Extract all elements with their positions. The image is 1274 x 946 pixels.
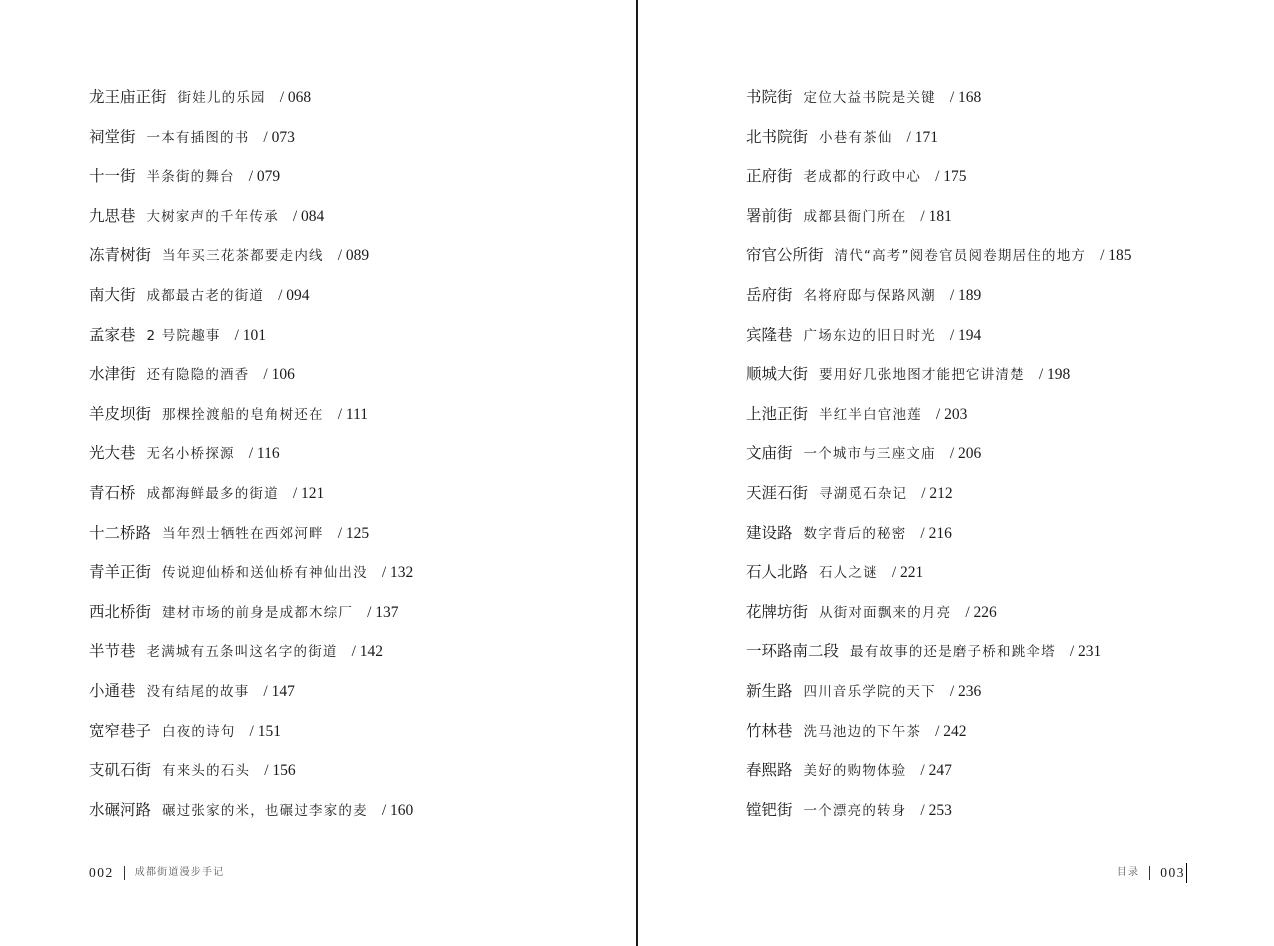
toc-entry [746,600,1132,640]
toc-street-name: 水碾河路 [89,800,152,819]
toc-entry [89,481,413,521]
toc-page-number: / 216 [920,524,952,542]
toc-description: 碾过张家的米，也碾过李家的麦 [162,802,368,819]
toc-page-number: / 084 [292,207,325,225]
toc-street-name: 新生路 [746,681,793,700]
toc-page-number: / 142 [351,643,384,661]
toc-page-number: / 226 [965,603,997,621]
toc-street-name: 孟家巷 [89,325,136,344]
running-title: 目录 [1116,867,1140,878]
toc-description: 半红半白官池莲 [819,406,922,423]
toc-street-name: 羊皮坝街 [89,404,152,423]
toc-page-number: / 106 [263,366,295,384]
toc-entry [89,362,413,402]
toc-street-name: 正府街 [746,167,793,186]
toc-list-right [746,85,1132,837]
toc-street-name: 小通巷 [89,681,136,700]
toc-entry [746,441,1132,481]
toc-description: 成都最古老的街道 [146,287,265,304]
toc-street-name: 帘官公所街 [746,246,824,265]
toc-entry [89,798,413,838]
toc-street-name: 春熙路 [746,761,793,780]
toc-description: 美好的购物体验 [803,763,907,780]
toc-entry [746,481,1132,521]
toc-description: 半条街的舞台 [146,169,235,186]
toc-description: 数字背后的秘密 [803,525,907,542]
toc-entry [746,758,1132,798]
toc-description: 要用好几张地图才能把它讲清楚 [819,367,1025,384]
toc-description: 最有故事的还是磨子桥和跳伞塔 [850,644,1056,661]
toc-street-name: 龙王庙正街 [89,88,167,106]
toc-page-number: / 221 [891,564,924,582]
toc-description: 那棵拴渡船的皂角树还在 [162,406,324,423]
toc-entry [89,560,413,600]
toc-page-number: / 079 [248,168,281,186]
toc-page-number: / 168 [949,89,982,106]
toc-entry [746,125,1132,165]
toc-page-number: / 068 [279,89,312,106]
toc-description: 寻湖觅石杂记 [819,485,908,502]
toc-entry [89,323,413,363]
left-footer [89,863,224,883]
toc-entry [746,362,1132,402]
toc-entry [746,204,1132,244]
toc-page-number: / 198 [1038,366,1071,384]
toc-description: 从街对面飘来的月亮 [819,604,952,621]
toc-street-name: 祠堂街 [89,127,136,146]
toc-street-name: 十一街 [89,167,136,186]
toc-page-number: / 242 [935,722,967,740]
toc-entry [746,164,1132,204]
toc-entry [89,164,413,204]
toc-street-name: 水津街 [89,365,136,384]
toc-description: 广场东边的旧日时光 [803,327,936,344]
toc-description: 传说迎仙桥和送仙桥有神仙出没 [162,565,368,582]
toc-page-number: / 160 [381,801,414,819]
page-number: 002 [89,865,114,880]
toc-entry [746,402,1132,442]
toc-street-name: 宽窄巷子 [89,721,152,740]
toc-street-name: 青石桥 [89,483,136,502]
toc-description: 四川音乐学院的天下 [803,683,936,700]
toc-page-number: / 125 [337,524,370,542]
toc-page-number: / 121 [292,484,325,502]
toc-entry [89,85,413,125]
toc-page-number: / 151 [249,722,281,740]
toc-street-name: 一环路南二段 [746,642,840,661]
right-page [638,0,1274,946]
toc-page-number: / 111 [337,405,368,423]
toc-entry [746,243,1132,283]
toc-entry [746,639,1132,679]
toc-entry [89,125,413,165]
toc-description: 名将府邸与保路风潮 [803,287,936,304]
toc-description: 大树家声的千年传承 [146,208,279,225]
toc-entry [89,204,413,244]
toc-page-number: / 194 [949,326,982,344]
toc-page-number: / 137 [367,603,399,621]
toc-page-number: / 116 [248,445,280,463]
toc-description: 当年烈士牺牲在西郊河畔 [162,525,324,542]
toc-entry [89,639,413,679]
toc-list-left [89,85,413,837]
footer-divider [124,866,125,880]
toc-street-name: 镗钯街 [746,800,793,819]
toc-description: 有来头的石头 [162,763,251,780]
toc-description: 没有结尾的故事 [146,683,250,700]
toc-description: 老成都的行政中心 [803,169,922,186]
toc-street-name: 石人北路 [746,563,809,582]
toc-entry [746,798,1132,838]
toc-description: 还有隐隐的酒香 [146,367,250,384]
toc-description: 2 号院趣事 [146,327,221,344]
toc-page-number: / 147 [263,682,295,700]
toc-page-number: / 156 [264,762,296,780]
toc-page-number: / 247 [920,762,952,780]
toc-street-name: 书院街 [746,88,793,106]
toc-street-name: 花牌坊街 [746,602,809,621]
toc-street-name: 署前街 [746,206,793,225]
toc-entry [89,521,413,561]
toc-page-number: / 101 [234,326,267,344]
toc-description: 成都海鲜最多的街道 [146,485,279,502]
toc-page-number: / 073 [263,128,295,146]
toc-entry [89,402,413,442]
toc-description: 老满城有五条叫这名字的街道 [146,644,338,661]
toc-description: 清代“高考”阅卷官员阅卷期居住的地方 [834,248,1087,265]
toc-page-number: / 203 [935,405,968,423]
toc-page-number: / 253 [920,801,952,819]
toc-description: 定位大益书院是关键 [803,90,936,106]
toc-entry [746,560,1132,600]
toc-street-name: 岳府街 [746,285,793,304]
toc-entry [89,283,413,323]
toc-description: 一个漂亮的转身 [803,802,907,819]
toc-entry [746,679,1132,719]
toc-entry [89,758,413,798]
toc-description: 成都县衙门所在 [803,208,907,225]
toc-entry [746,323,1132,363]
toc-description: 当年买三花茶都要走内线 [162,248,324,265]
toc-entry [89,719,413,759]
toc-description: 建材市场的前身是成都木综厂 [162,604,354,621]
text-cursor [1186,863,1187,883]
toc-entry [89,679,413,719]
toc-street-name: 上池正街 [746,404,809,423]
toc-description: 一本有插图的书 [146,129,250,146]
toc-entry [89,441,413,481]
toc-page-number: / 231 [1069,643,1102,661]
toc-page-number: / 236 [949,682,982,700]
toc-street-name: 建设路 [746,523,793,542]
toc-entry [746,521,1132,561]
toc-page-number: / 206 [949,445,982,463]
toc-entry [89,243,413,283]
toc-street-name: 北书院街 [746,127,809,146]
toc-street-name: 支矶石街 [89,761,152,780]
toc-street-name: 青羊正街 [89,563,152,582]
toc-description: 洗马池边的下午茶 [803,723,922,740]
toc-page-number: / 094 [278,286,310,304]
toc-entry [746,283,1132,323]
toc-page-number: / 089 [337,247,370,265]
toc-description: 石人之谜 [819,565,878,582]
left-page [0,0,636,946]
right-footer [1117,863,1187,883]
toc-street-name: 西北桥街 [89,602,152,621]
toc-page-number: / 175 [935,168,967,186]
toc-page-number: / 189 [949,286,982,304]
toc-entry [89,600,413,640]
toc-street-name: 南大街 [89,285,136,304]
toc-page-number: / 185 [1100,247,1132,265]
toc-street-name: 九思巷 [89,206,136,225]
toc-street-name: 冻青树街 [89,246,152,265]
toc-street-name: 宾隆巷 [746,325,793,344]
footer-divider [1149,866,1150,880]
toc-street-name: 天涯石街 [746,483,809,502]
toc-street-name: 十二桥路 [89,523,152,542]
toc-page-number: / 132 [381,564,414,582]
toc-description: 白夜的诗句 [162,723,236,740]
toc-entry [746,85,1132,125]
toc-description: 无名小桥探源 [146,446,235,463]
page-number: 003 [1160,865,1185,880]
toc-description: 街娃儿的乐园 [177,90,266,106]
toc-street-name: 光大巷 [89,444,136,463]
toc-page-number: / 181 [920,207,952,225]
toc-street-name: 顺城大街 [746,365,809,384]
toc-page-number: / 171 [906,128,938,146]
toc-street-name: 竹林巷 [746,721,793,740]
toc-page-number: / 212 [921,484,953,502]
toc-description: 小巷有茶仙 [819,129,893,146]
running-title: 成都街道漫步手记 [134,867,225,878]
toc-entry [746,719,1132,759]
toc-street-name: 半节巷 [89,642,136,661]
toc-description: 一个城市与三座文庙 [803,446,936,463]
toc-street-name: 文庙街 [746,444,793,463]
